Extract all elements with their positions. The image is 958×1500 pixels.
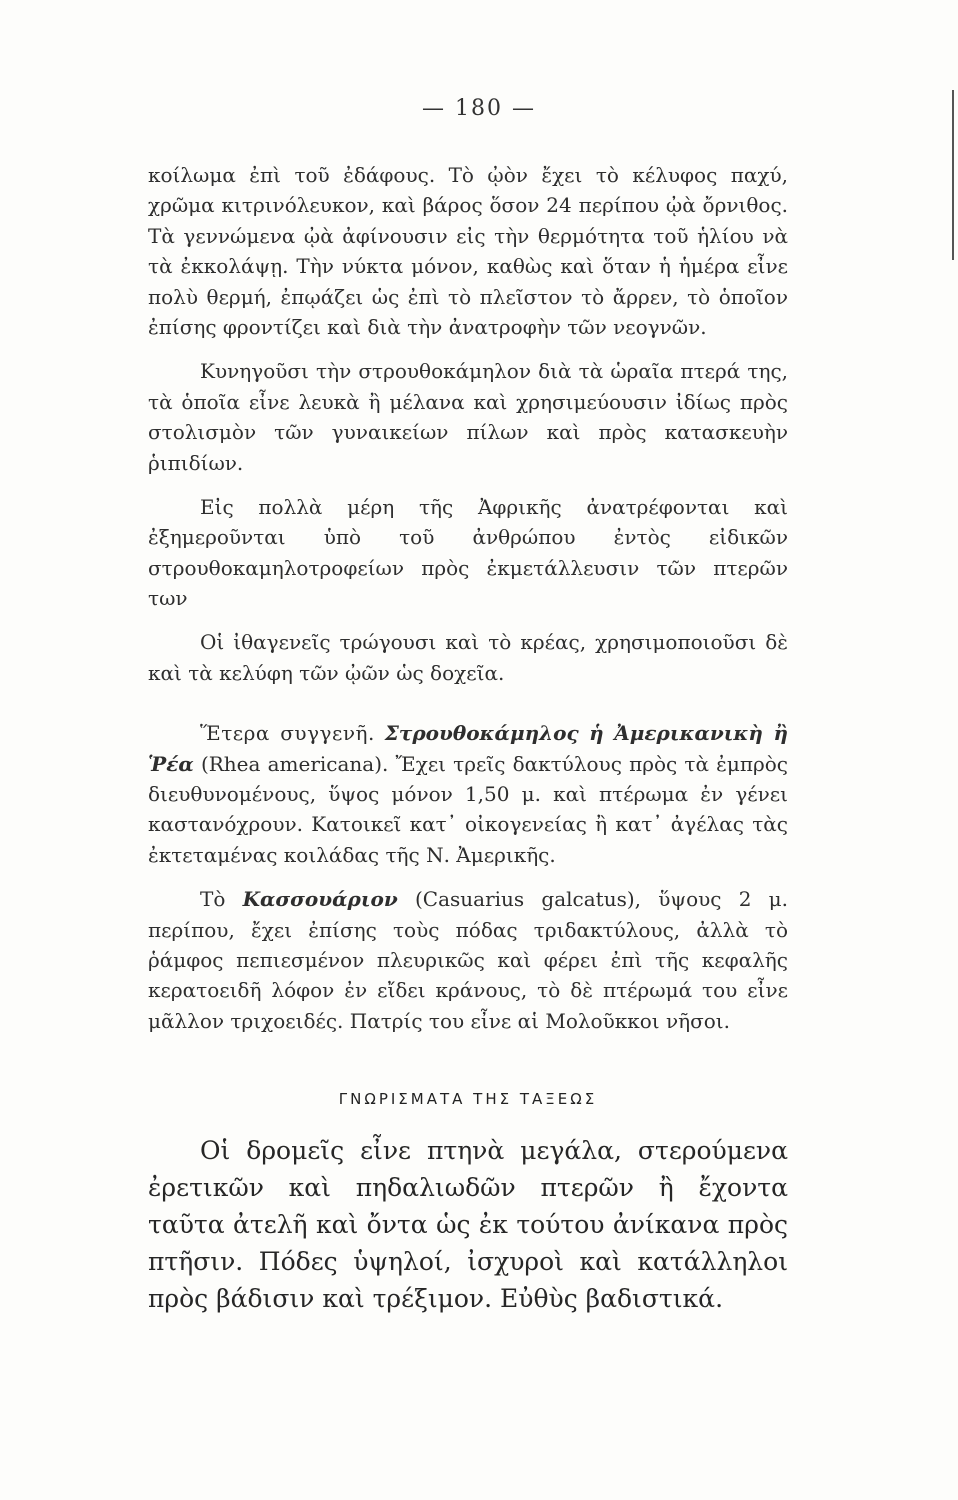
section-heading: ΓΝΩΡΙΣΜΑΤΑ ΤΗΣ ΤΑΞΕΩΣ — [338, 1090, 598, 1109]
paragraph-egg-description: κοίλωμα ἐπὶ τοῦ ἐδάφους. Τὸ ᾠὸν ἔχει τὸ κέλυφος παχύ, χρῶμα κιτρινόλευκον, καὶ βάρος ὅσον 24 περίπου ᾠὰ ὄρνιθος. Τὰ γεννώμενα ᾠὰ ἀφίνουσιν εἰς τὴν θερμότητα τοῦ ἡλίου νὰ τὰ ἐκκολάψῃ. Τὴν νύκτα μόνον, καθὼς καὶ ὅταν ἡ ἡμέρα εἶνε πολὺ θερμή, ἐπῳάζει ὡς ἐπὶ τὸ πλεῖστον τὸ ἄρρεν, τὸ ὁποῖον ἐπίσης φροντίζει καὶ διὰ τὴν ἀνατροφὴν τῶν νεογνῶν. — [148, 163, 788, 339]
other-species-lead: Ἕτερα συγγενῆ. — [200, 721, 375, 746]
cassowary-description: (Casuarius galcatus), ὕψους 2 μ. περίπου, ἔχει ἐπίσης τοὺς πόδας τριδακτύλους, ἀλλὰ τὸ ῥάμφος πεπιεσμένον πλευρικῶς καὶ φέρει ἐπὶ τῆς κεφαλῆς κερατοειδῆ λόφον ἐν εἴδει κράνους, τὸ δὲ πτέρωμά του εἶνε μᾶλλον τριχοειδές. Πατρίς του εἶνε αἱ Μολοῦκκοι νῆσοι. — [148, 887, 789, 1033]
paragraph-natives: Οἱ ἰθαγενεῖς τρώγουσι καὶ τὸ κρέας, χρησιμοποιοῦσι δὲ καὶ τὰ κελύφη τῶν ᾠῶν ὡς δοχεῖα. — [148, 630, 788, 685]
rhea-name: Στρουθοκάμηλος ἡ Ἀμερικανικὴ ἢ Ῥέα — [148, 721, 788, 776]
page-body — [148, 160, 788, 1317]
paragraph-farming: Εἰς πολλὰ μέρη τῆς Ἀφρικῆς ἀνατρέφονται καὶ ἐξημεροῦνται ὑπὸ τοῦ ἀνθρώπου ἐντὸς εἰδικῶν στρουθοκαμηλοτροφείων πρὸς ἐκμετάλλευσιν τῶν πτερῶν των — [148, 494, 788, 611]
section-summary: Οἱ δρομεῖς εἶνε πτηνὰ μεγάλα, στερούμενα ἐρετικῶν καὶ πηδαλιωδῶν πτερῶν ἢ ἔχοντα ταῦτα ἀτελῆ καὶ ὄντα ὡς ἐκ τούτου ἀνίκανα πρὸς πτῆσιν. Πόδες ὑψηλοί, ἰσχυροὶ καὶ κατάλληλοι πρὸς βάδισιν καὶ τρέξιμον. Εὐθὺς βαδιστικά. — [148, 1136, 788, 1314]
cassowary-article: Τὸ — [200, 887, 226, 912]
page-number: — 180 — — [422, 96, 536, 121]
rhea-description: (Rhea americana). Ἔχει τρεῖς δακτύλους πρὸς τὰ ἐμπρὸς διευθυνομένους, ὕψος μόνον 1,50 μ. καὶ πτέρωμα ἐν γένει καστανόχρουν. Κατοικεῖ κατ᾽ οἰκογενείας ἢ κατ᾽ ἀγέλας τὰς ἐκτεταμένας κοιλάδας τῆς Ν. Ἀμερικῆς. — [148, 751, 788, 867]
paragraph-rhea — [148, 718, 788, 870]
cassowary-name: Κασσουάριον — [242, 887, 398, 912]
paragraph-hunting: Κυνηγοῦσι τὴν στρουθοκάμηλον διὰ τὰ ὡραῖα πτερά της, τὰ ὁποῖα εἶνε λευκὰ ἢ μέλανα καὶ χρησιμεύουσιν ἰδίως πρὸς στολισμὸν τῶν γυναικείων πίλων καὶ πρὸς κατασκευὴν ῥιπιδίων. — [148, 359, 788, 475]
paragraph-cassowary — [148, 884, 788, 1036]
